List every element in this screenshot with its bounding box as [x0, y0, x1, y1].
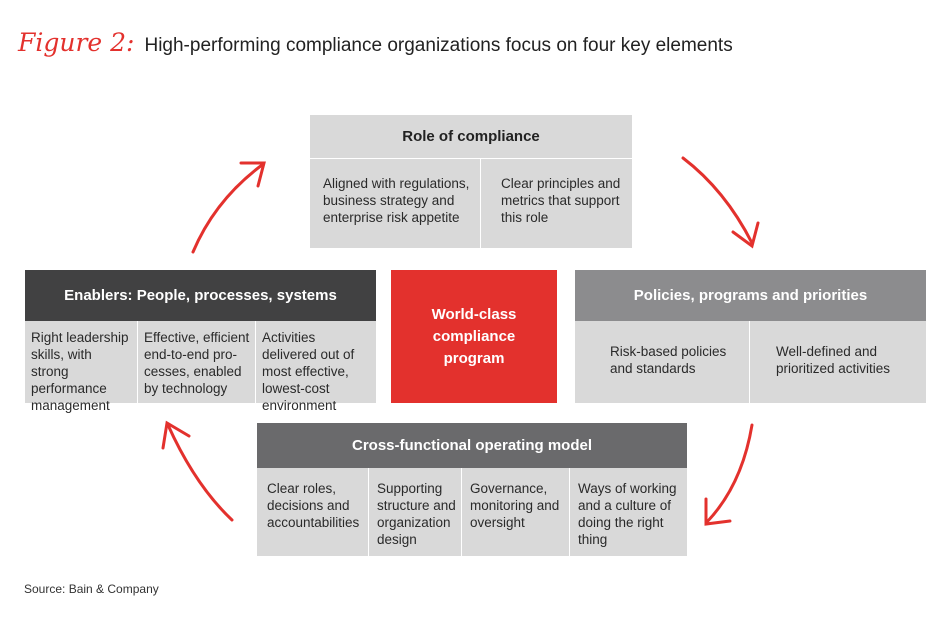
source-note: Source: Bain & Company	[24, 582, 159, 596]
figure-label: Figure 2:	[18, 28, 135, 57]
operating-cell: Governance, monitoring and oversight	[461, 468, 569, 556]
role-body	[310, 158, 632, 248]
enablers-cell: Activities delivered out of most effective, lowest-cost environment	[255, 321, 376, 403]
role-header: Role of compliance	[310, 115, 632, 158]
center-label: World-class compliance program	[431, 305, 517, 367]
enablers-cell: Effective, efficient end-to-end pro-cesses, enabled by technology	[137, 321, 255, 403]
arrow-operating-to-enablers	[163, 423, 232, 520]
arrow-policies-to-operating	[706, 425, 752, 524]
arrow-role-to-policies	[683, 158, 758, 246]
role-cell: Clear principles and metrics that support this role	[480, 159, 632, 248]
figure-heading: High-performing compliance organizations focus on four key elements	[144, 35, 733, 56]
policies-cell: Well-defined and prioritized activities	[749, 321, 926, 403]
operating-cell: Clear roles, decisions and accountabilities	[267, 481, 360, 530]
operating-header: Cross-functional operating model	[257, 423, 687, 468]
role-cell: Aligned with regulations, business strategy and enterprise risk appetite	[323, 176, 470, 225]
operating-cell: Supporting structure and organization design	[368, 468, 461, 556]
operating-cell: Ways of working and a culture of doing the right thing	[569, 468, 687, 556]
policies-cell: Risk-based policies and standards	[610, 344, 727, 376]
enablers-header: Enablers: People, processes, systems	[25, 270, 376, 321]
enablers-box	[25, 270, 376, 413]
arrow-enablers-to-role	[193, 163, 264, 252]
policies-box	[575, 270, 926, 403]
world-class-program-box	[391, 270, 557, 403]
operating-model-box	[257, 423, 687, 556]
enablers-body	[25, 321, 376, 413]
enablers-cell: Right leadership skills, with strong performance management	[31, 330, 129, 413]
operating-body	[257, 468, 687, 556]
role-of-compliance-box	[310, 115, 632, 248]
policies-body	[575, 321, 926, 403]
policies-header: Policies, programs and priorities	[575, 270, 926, 321]
